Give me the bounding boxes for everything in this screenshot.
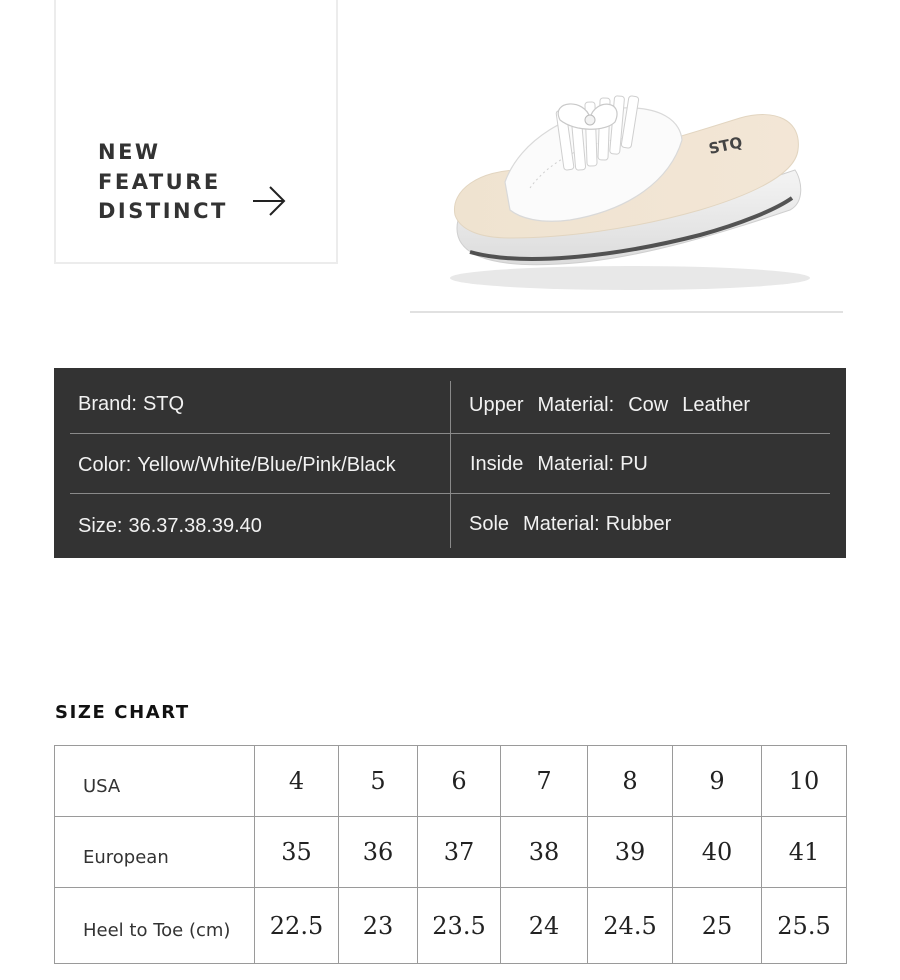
- table-cell: 36: [339, 817, 418, 888]
- table-cell: 22.5: [255, 888, 339, 964]
- table-cell: 8: [588, 746, 673, 817]
- table-cell: 6: [418, 746, 501, 817]
- table-cell: 7: [501, 746, 588, 817]
- specs-column-divider: [450, 381, 451, 548]
- table-cell: 39: [588, 817, 673, 888]
- spec-word: Rubber: [605, 513, 672, 535]
- size-chart-table: [54, 745, 847, 964]
- specs-row-divider: [70, 493, 830, 494]
- size-chart-title: SIZE CHART: [55, 702, 190, 723]
- spec-word: Inside: [470, 453, 524, 475]
- product-divider: [410, 311, 843, 313]
- arrow-right-icon[interactable]: [252, 186, 286, 216]
- spec-word: Leather: [682, 394, 751, 416]
- spec-upper-material: [469, 394, 750, 417]
- table-row: [55, 746, 847, 817]
- specs-panel: [54, 368, 846, 558]
- spec-word: Material:: [537, 394, 615, 416]
- feature-card[interactable]: [54, 0, 338, 264]
- table-cell: 38: [501, 817, 588, 888]
- spec-word: Upper: [469, 394, 524, 416]
- table-row: [55, 888, 847, 964]
- spec-brand: [78, 393, 184, 416]
- table-cell: 23: [339, 888, 418, 964]
- spec-word: Material:: [523, 513, 600, 535]
- specs-row-divider: [70, 433, 830, 434]
- spec-brand-value: STQ: [142, 393, 185, 415]
- spec-word: Material:: [537, 453, 615, 475]
- feature-heading: [98, 138, 228, 227]
- spec-word: Sole: [469, 513, 510, 535]
- feature-line-2: FEATURE: [98, 169, 221, 194]
- spec-word: PU: [620, 453, 648, 475]
- spec-color-label: Color:: [78, 454, 132, 476]
- table-cell: 4: [255, 746, 339, 817]
- spec-word: Cow: [628, 394, 669, 416]
- table-cell: 37: [418, 817, 501, 888]
- row-label-heel-to-toe: Heel to Toe (cm): [55, 888, 255, 964]
- table-cell: 23.5: [418, 888, 501, 964]
- table-cell: 24: [501, 888, 588, 964]
- spec-sole-material: [469, 513, 671, 536]
- brand-mark: STQ: [707, 133, 744, 158]
- spec-color-value: Yellow/White/Blue/Pink/Black: [137, 454, 396, 476]
- table-cell: 5: [339, 746, 418, 817]
- feature-line-1: NEW: [98, 140, 161, 164]
- spec-size-value: 36.37.38.39.40: [128, 515, 262, 537]
- row-label-european: European: [55, 817, 255, 888]
- table-cell: 10: [762, 746, 847, 817]
- table-cell: 24.5: [588, 888, 673, 964]
- spec-size-label: Size:: [78, 515, 123, 537]
- row-label-usa: USA: [55, 746, 255, 817]
- spec-color: [78, 454, 396, 477]
- spec-brand-label: Brand:: [78, 393, 137, 415]
- spec-size: [78, 515, 262, 538]
- table-cell: 9: [673, 746, 762, 817]
- table-cell: 41: [762, 817, 847, 888]
- table-cell: 25.5: [762, 888, 847, 964]
- table-cell: 25: [673, 888, 762, 964]
- feature-line-3: DISTINCT: [98, 199, 228, 223]
- table-row: [55, 817, 847, 888]
- product-image: [410, 70, 844, 330]
- table-cell: 40: [673, 817, 762, 888]
- table-cell: 35: [255, 817, 339, 888]
- spec-inside-material: [470, 453, 648, 476]
